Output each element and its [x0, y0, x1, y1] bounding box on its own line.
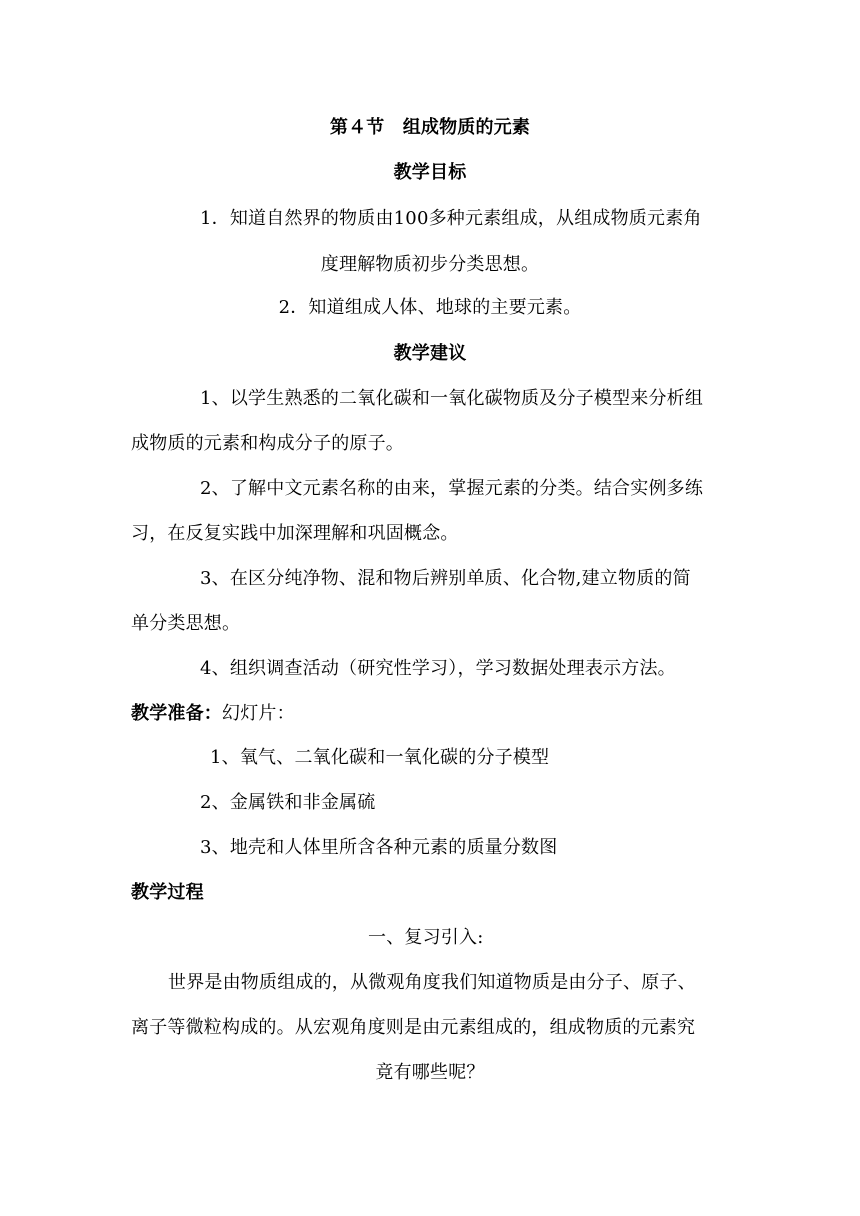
preparation-value: 幻灯片：	[222, 703, 295, 724]
objectives-heading: 教学目标	[393, 162, 467, 183]
process-paragraph-line-3: 竟有哪些呢？	[375, 1062, 485, 1083]
process-heading: 教学过程	[131, 882, 204, 903]
suggestion-2-line-2: 习，在反复实践中加深理解和巩固概念。	[131, 523, 459, 544]
preparation-item-3: 3、地壳和人体里所含各种元素的质量分数图	[200, 837, 558, 858]
suggestion-3-line-1: 3、在区分纯净物、混和物后辨别单质、化合物,建立物质的简	[200, 568, 691, 589]
suggestion-2-line-1: 2、了解中文元素名称的由来，掌握元素的分类。结合实例多练	[200, 478, 704, 499]
suggestions-heading: 教学建议	[393, 343, 467, 364]
document-title: 第４节 组成物质的元素	[329, 117, 531, 138]
objective-1-line-1: 1．知道自然界的物质由100多种元素组成，从组成物质元素角	[200, 208, 702, 229]
preparation-line	[131, 702, 295, 726]
process-paragraph-line-2: 离子等微粒构成的。从宏观角度则是由元素组成的，组成物质的元素究	[131, 1017, 696, 1038]
preparation-label: 教学准备：	[131, 703, 222, 724]
suggestion-4: 4、组织调查活动（研究性学习），学习数据处理表示方法。	[200, 658, 676, 679]
preparation-item-1: 1、氧气、二氧化碳和一氧化碳的分子模型	[210, 747, 550, 768]
suggestion-1-line-1: 1、以学生熟悉的二氧化碳和一氧化碳物质及分子模型来分析组	[200, 388, 704, 409]
process-section-1-title: 一、复习引入:	[368, 927, 484, 948]
objective-2: 2．知道组成人体、地球的主要元素。	[278, 297, 582, 318]
objective-1-line-2: 度理解物质初步分类思想。	[320, 254, 540, 275]
suggestion-1-line-2: 成物质的元素和构成分子的原子。	[131, 433, 404, 454]
process-paragraph-line-1: 世界是由物质组成的，从微观角度我们知道物质是由分子、原子、	[168, 972, 696, 993]
suggestion-3-line-2: 单分类思想。	[131, 613, 241, 634]
preparation-item-2: 2、金属铁和非金属硫	[200, 792, 376, 813]
